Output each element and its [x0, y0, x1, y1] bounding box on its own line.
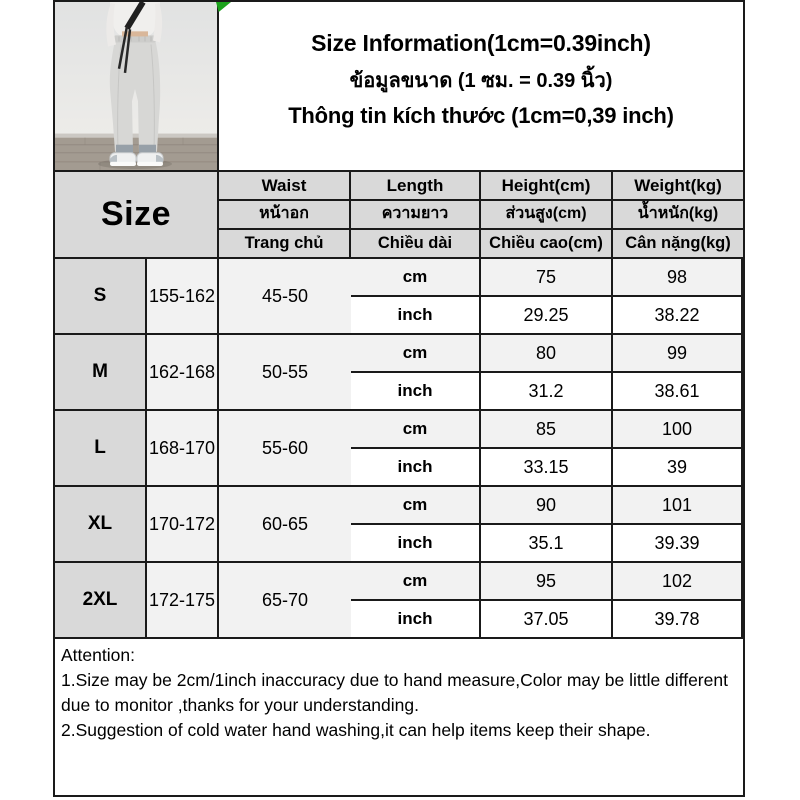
- title-block: [219, 2, 743, 170]
- size-corner-label: Size: [100, 194, 172, 233]
- unit-inch-label: inch: [351, 297, 481, 335]
- height-range-value: 172-175: [147, 563, 219, 639]
- height-range-value: 155-162: [147, 259, 219, 335]
- weight-range-value: 60-65: [219, 487, 351, 563]
- length-cm-value: 102: [613, 563, 743, 601]
- title-thai: ข้อมูลขนาด (1 ซม. = 0.39 นิ้ว): [349, 69, 613, 92]
- waist-cm-value: 85: [481, 411, 613, 449]
- height-range-value: 162-168: [147, 335, 219, 411]
- header-waist-en: Waist: [219, 172, 351, 201]
- size-corner-cell: [55, 172, 219, 259]
- unit-inch-label: inch: [351, 601, 481, 639]
- waist-cm-value: 90: [481, 487, 613, 525]
- attention-note: [55, 639, 743, 795]
- size-label: L: [55, 411, 147, 487]
- size-row-xl: [55, 487, 743, 563]
- size-label: XL: [55, 487, 147, 563]
- unit-cm-label: cm: [351, 259, 481, 297]
- size-row-2xl: [55, 563, 743, 639]
- attention-heading: Attention:: [61, 645, 135, 665]
- top-section: [55, 2, 743, 172]
- product-photo: [55, 2, 219, 170]
- unit-inch-label: inch: [351, 373, 481, 411]
- waist-inch-value: 37.05: [481, 601, 613, 639]
- waist-cm-value: 75: [481, 259, 613, 297]
- header-weight-th: น้ำหนัก(kg): [613, 201, 743, 230]
- size-row-s: [55, 259, 743, 335]
- weight-range-value: 65-70: [219, 563, 351, 639]
- weight-range-value: 45-50: [219, 259, 351, 335]
- weight-range-value: 50-55: [219, 335, 351, 411]
- size-row-l: [55, 411, 743, 487]
- waist-inch-value: 35.1: [481, 525, 613, 563]
- length-inch-value: 39: [613, 449, 743, 487]
- header-length-en: Length: [351, 172, 481, 201]
- header-weight-vi: Cân nặng(kg): [613, 230, 743, 259]
- header-length-vi: Chiều dài: [351, 230, 481, 259]
- unit-inch-label: inch: [351, 525, 481, 563]
- attention-line-3: 2.Suggestion of cold water hand washing,it can help items keep their shape.: [61, 720, 651, 740]
- length-inch-value: 38.22: [613, 297, 743, 335]
- unit-inch-label: inch: [351, 449, 481, 487]
- waist-inch-value: 31.2: [481, 373, 613, 411]
- waist-inch-value: 33.15: [481, 449, 613, 487]
- attention-line-1: 1.Size may be 2cm/1inch inaccuracy due to hand measure,Color may be little different: [61, 670, 728, 690]
- title-vietnamese: Thông tin kích thước (1cm=0,39 inch): [288, 102, 674, 128]
- header-weight-en: Weight(kg): [613, 172, 743, 201]
- unit-cm-label: cm: [351, 411, 481, 449]
- size-row-m: [55, 335, 743, 411]
- height-range-value: 168-170: [147, 411, 219, 487]
- header-waist-vi: Trang chủ: [219, 230, 351, 259]
- length-inch-value: 39.39: [613, 525, 743, 563]
- waist-cm-value: 95: [481, 563, 613, 601]
- header-height-th: ส่วนสูง(cm): [481, 201, 613, 230]
- header-height-vi: Chiều cao(cm): [481, 230, 613, 259]
- attention-line-2: due to monitor ,thanks for your understanding.: [61, 695, 419, 715]
- length-inch-value: 39.78: [613, 601, 743, 639]
- header-waist-th: หน้าอก: [219, 201, 351, 230]
- unit-cm-label: cm: [351, 563, 481, 601]
- waist-inch-value: 29.25: [481, 297, 613, 335]
- waist-cm-value: 80: [481, 335, 613, 373]
- model-photo-illustration: [55, 2, 217, 170]
- header-height-en: Height(cm): [481, 172, 613, 201]
- length-cm-value: 101: [613, 487, 743, 525]
- height-range-value: 170-172: [147, 487, 219, 563]
- size-label: S: [55, 259, 147, 335]
- length-cm-value: 100: [613, 411, 743, 449]
- unit-cm-label: cm: [351, 487, 481, 525]
- size-chart-sheet: [53, 0, 745, 797]
- weight-range-value: 55-60: [219, 411, 351, 487]
- size-label: 2XL: [55, 563, 147, 639]
- size-label: M: [55, 335, 147, 411]
- title-english: Size Information(1cm=0.39inch): [311, 29, 651, 56]
- length-cm-value: 99: [613, 335, 743, 373]
- unit-cm-label: cm: [351, 335, 481, 373]
- header-length-th: ความยาว: [351, 201, 481, 230]
- length-cm-value: 98: [613, 259, 743, 297]
- length-inch-value: 38.61: [613, 373, 743, 411]
- size-table-header: [55, 172, 743, 259]
